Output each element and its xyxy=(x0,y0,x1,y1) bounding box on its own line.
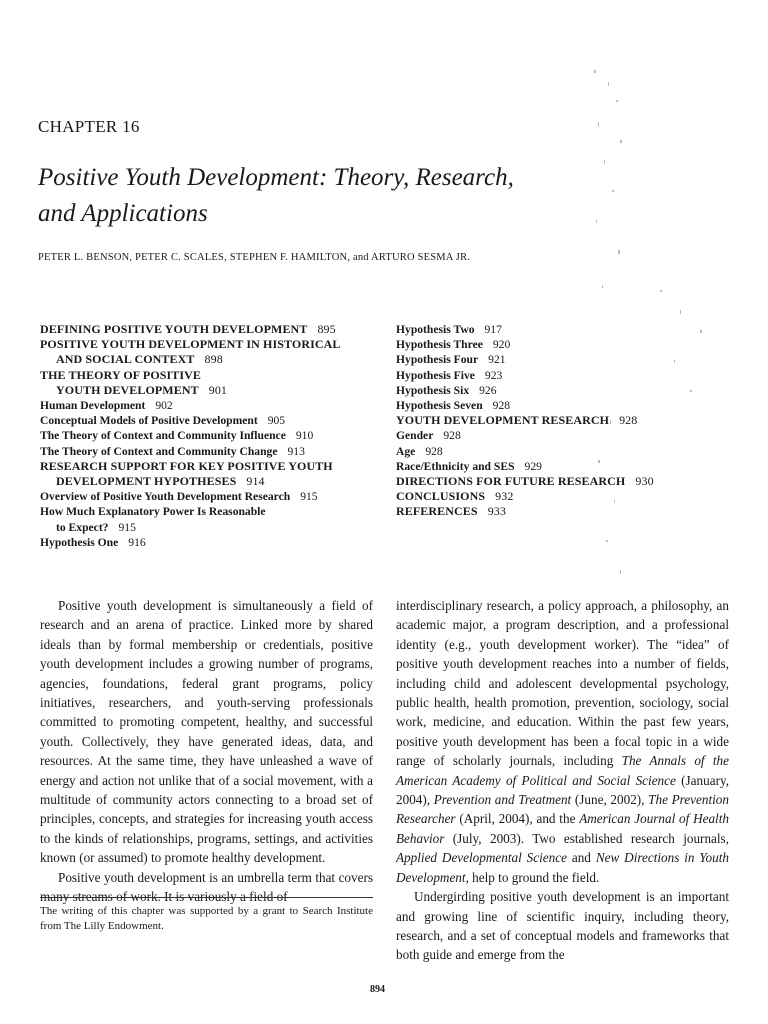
contents-entry-continuation xyxy=(40,520,380,535)
journal-title: Prevention and Treatment xyxy=(433,792,572,808)
text-run: interdisciplinary research, a policy approach, a philosophy, an academic major, a program description, and a professional identity (e.g., youth development worker). The “idea” of positive youth development reaches into a number of fields, including child and adolescent developmental psychology, public health, health promotion, prevention, sociology, social work, medicine, and education. Within the past few years, positive youth development has been a focal topic in a wide range of scholarly journals, including xyxy=(396,598,729,769)
contents-entry-title: Gender xyxy=(396,429,434,443)
page-number: 894 xyxy=(370,984,385,995)
contents-entry-title: The Theory of Context and Community Influence xyxy=(40,429,286,443)
contents-entry-page: 929 xyxy=(524,459,542,473)
text-run: (July, 2003). Two established research journals, xyxy=(444,830,729,846)
contents-entry xyxy=(40,413,380,428)
contents-entry-title: REFERENCES xyxy=(396,504,478,519)
chapter-title-line-2: and Applications xyxy=(38,200,208,227)
chapter-title-line-1: Positive Youth Development: Theory, Research, xyxy=(38,164,514,191)
contents-entry-title: Conceptual Models of Positive Development xyxy=(40,414,258,428)
contents-entry-page: 933 xyxy=(487,504,506,519)
journal-title: The Annals of the American Academy of Political and Social Science xyxy=(396,753,729,788)
contents-entry-title: Hypothesis Five xyxy=(396,368,475,382)
chapter-title xyxy=(38,160,558,232)
chapter-label: CHAPTER 16 xyxy=(38,117,140,136)
contents-entry-page: 914 xyxy=(246,474,265,489)
journal-title: New Directions in Youth Development, xyxy=(396,850,729,885)
contents-entry-continuation xyxy=(40,383,380,398)
contents-entry-continuation xyxy=(40,474,380,489)
contents-entry-page: 910 xyxy=(295,429,314,443)
journal-title: Applied Developmental Science xyxy=(396,850,567,866)
contents-entry-title: THE THEORY OF POSITIVE xyxy=(40,367,202,382)
contents-entry-page: 901 xyxy=(208,382,228,397)
text-run: (June, 2002), xyxy=(571,792,649,808)
body-paragraph: Undergirding positive youth development is an important and growing line of scientific inquiry, including theory, research, and a set of conceptual models and frameworks that both guide and emerge from the xyxy=(396,889,729,963)
contents-entry-title: Hypothesis Seven xyxy=(396,399,483,413)
contents-entry-page: 920 xyxy=(492,338,511,352)
contents-entry-page: 928 xyxy=(425,444,443,458)
contents-entry-title: DEFINING POSITIVE YOUTH DEVELOPMENT xyxy=(40,322,308,336)
contents-entry-title: Human Development xyxy=(40,399,146,413)
contents-entry-page: 915 xyxy=(118,520,136,534)
contents-entry xyxy=(40,322,380,337)
contents-entry-page: 916 xyxy=(128,535,146,549)
contents-entry-page: 921 xyxy=(488,353,506,367)
contents-entry-page: 928 xyxy=(492,399,511,413)
contents-entry-title: Race/Ethnicity and SES xyxy=(396,459,515,473)
text-run: help to ground the field. xyxy=(468,869,600,885)
contents-entry-title: Overview of Positive Youth Development Research xyxy=(40,490,291,504)
contents-entry-continuation xyxy=(40,352,380,367)
footnote: The writing of this chapter was supported by a grant to Search Institute from The Lilly Endowment. xyxy=(40,905,373,932)
contents-entry-title: Hypothesis One xyxy=(40,535,119,549)
body-paragraph xyxy=(396,596,729,887)
contents-left-column xyxy=(40,322,380,550)
contents-entry-page: 895 xyxy=(317,322,336,336)
contents-entry xyxy=(40,535,380,550)
body-paragraph: Positive youth development is an umbrella term that covers many streams of work. It is variously a field of xyxy=(40,869,373,905)
body-right-column xyxy=(396,596,729,965)
contents-entry-title: Hypothesis Two xyxy=(396,323,475,336)
scan-noise xyxy=(590,60,720,600)
contents-entry-page: 902 xyxy=(155,399,173,413)
contents-entry-title: Age xyxy=(396,444,416,458)
contents-entry-page: 905 xyxy=(267,414,286,428)
contents-entry-page: 928 xyxy=(619,413,638,428)
journal-title: American Journal of Health Behavior xyxy=(396,811,729,846)
contents-entry-title: CONCLUSIONS xyxy=(396,489,486,504)
text-run: (January, 2004), xyxy=(396,772,730,808)
contents-entry xyxy=(40,459,380,489)
contents-entry-continuation-text: AND SOCIAL CONTEXT xyxy=(56,352,195,367)
contents-entry xyxy=(40,504,380,534)
body-left-column xyxy=(40,596,373,907)
contents-entry-title: POSITIVE YOUTH DEVELOPMENT IN HISTORICAL xyxy=(40,337,341,352)
body-paragraph: Positive youth development is simultaneously a field of research and an arena of practice. Linked more by shared ideals than by formal membership or credentials, positive youth development includes a growing number of programs, agencies, foundations, federal grant programs, policy initiatives, researchers, and youth-serving professionals committed to promoting competent, healthy, and successful youth. Collectively, they have generated ideas, data, and resources. At the same time, they have unleashed a wave of energy and action not unlike that of a social movement, with a multitude of community actors connecting to a broad set of principles, concepts, and strategies for increasing youth access to the kinds of relationships, programs, settings, and activities known (or assumed) to promote healthy development. xyxy=(40,598,373,866)
contents-entry-continuation-text: DEVELOPMENT HYPOTHESES xyxy=(56,474,237,489)
text-run: and xyxy=(566,850,596,866)
contents-entry-page: 926 xyxy=(479,383,497,397)
contents-entry xyxy=(40,444,380,459)
contents-entry xyxy=(40,368,380,398)
contents-entry-page: 930 xyxy=(635,474,654,489)
contents-entry-title: How Much Explanatory Power Is Reasonable xyxy=(40,505,266,519)
text-run: (April, 2004), and the xyxy=(455,811,580,827)
contents-entry-page: 932 xyxy=(495,489,514,504)
contents-entry-title: DIRECTIONS FOR FUTURE RESEARCH xyxy=(396,474,626,489)
contents-entry xyxy=(40,337,380,367)
author-list: PETER L. BENSON, PETER C. SCALES, STEPHEN F. HAMILTON, and ARTURO SESMA JR. xyxy=(38,252,471,263)
contents-entry xyxy=(40,398,380,413)
contents-entry-title: Hypothesis Three xyxy=(396,338,483,352)
contents-entry xyxy=(40,489,380,504)
contents-entry-page: 898 xyxy=(204,352,223,367)
contents-entry-page: 923 xyxy=(484,368,503,382)
contents-entry-title: The Theory of Context and Community Change xyxy=(40,444,278,458)
contents-entry-page: 915 xyxy=(300,490,318,504)
footnote-rule xyxy=(40,897,373,898)
contents-entry-continuation-text: YOUTH DEVELOPMENT xyxy=(56,382,199,397)
contents-entry-title: RESEARCH SUPPORT FOR KEY POSITIVE YOUTH xyxy=(40,458,333,473)
contents-entry-continuation-text: to Expect? xyxy=(56,520,109,534)
contents-entry-page: 917 xyxy=(484,323,502,336)
contents-entry-title: YOUTH DEVELOPMENT RESEARCH xyxy=(396,413,610,428)
contents-entry-page: 928 xyxy=(443,429,461,443)
contents-entry-title: Hypothesis Six xyxy=(396,383,470,397)
journal-title: The Prevention Researcher xyxy=(396,792,729,827)
contents-entry xyxy=(40,428,380,443)
contents-entry-title: Hypothesis Four xyxy=(396,353,479,367)
contents-entry-page: 913 xyxy=(287,444,305,458)
